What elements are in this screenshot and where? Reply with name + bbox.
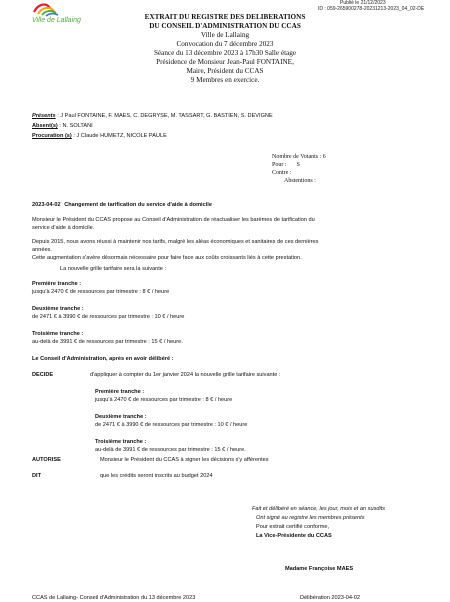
votes-block <box>272 153 326 185</box>
footer-right: Délibération 2023-04-02 <box>300 595 361 601</box>
presents-label: Présents <box>32 113 56 119</box>
tranche-2-label: Deuxième tranche : <box>32 306 84 312</box>
stamp-line-1: Publié le 21/12/2023 <box>340 0 386 6</box>
header-membres: 9 Membres en exercice. <box>190 76 260 84</box>
deliberation-title: Changement de tarification du service d'aide à domicile <box>64 202 212 208</box>
signer-name: Madame Françoise MAES <box>285 566 354 572</box>
presents-line <box>32 113 273 120</box>
absents-label: Absent(s) <box>32 123 58 129</box>
header-seance: Séance du 13 décembre 2023 à 17h30 Salle étage <box>153 49 297 57</box>
closing-line-3: Pour extrait certifié conforme, <box>256 524 330 530</box>
decide-tranche-2-value: de 2471 € à 3990 € de ressources par trimestre : 10 € / heure <box>95 422 248 428</box>
header-presidence: Présidence de Monsieur Jean-Paul FONTAINE, <box>156 58 294 66</box>
tranche-3-value: au-delà de 3991 € de ressources par trimestre : 15 € / heure. <box>32 339 183 345</box>
tranche-3-label: Troisième tranche : <box>32 331 84 337</box>
procuration-line <box>32 133 167 140</box>
abstentions: Abstentions : <box>284 178 316 184</box>
absents-value: : N. SOLTANI <box>57 123 93 129</box>
autorise-label: AUTORISE <box>32 457 61 463</box>
procuration-value: : J Claude HUMETZ, NICOLE PAULE <box>71 133 167 139</box>
paragraph-3: Cette augmentation s'avère désormais nécessaire pour faire face aux coûts croissants liés à cette prestation. <box>32 255 302 261</box>
header-title-2: DU CONSEIL D'ADMINISTRATION DU CCAS <box>149 22 301 30</box>
decide-tranche-1-value: jusqu'à 2470 € de ressources par trimestre : 8 € / heure <box>95 397 233 403</box>
stamp-line-2: ID : 059-265900278-20231213-2023_04_02-DE <box>318 6 425 12</box>
grid-intro: La nouvelle grille tarifaire sera la suivante : <box>60 266 167 272</box>
autorise-text: Monsieur le Président du CCAS à signer les décisions s'y afférentes <box>100 457 269 463</box>
closing-line-1: Fait et délibéré en séance, les jour, mois et an susdits <box>252 506 386 512</box>
decide-text: d'appliquer à compter du 1er janvier 2024 la nouvelle grille tarifaire suivante : <box>90 372 281 378</box>
decide-tranche-1-label: Première tranche : <box>95 389 145 395</box>
procuration-label: Procuration (s) <box>32 133 72 139</box>
deliberation-number: 2023-04-02 <box>32 202 61 208</box>
paragraph-1b: service d'aide à domicile. <box>32 225 95 231</box>
tranche-1-label: Première tranche : <box>32 281 82 287</box>
closing-line-4: La Vice-Présidente du CCAS <box>256 533 332 539</box>
header-convocation: Convocation du 7 décembre 2023 <box>176 40 274 48</box>
decide-tranche-2-label: Deuxième tranche : <box>95 414 147 420</box>
after-deliberation: Le Conseil d'Administration, après en avoir délibéré : <box>32 356 174 362</box>
votants: Nombre de Votants : 6 <box>272 154 326 160</box>
decide-tranche-3-value: au-delà de 3991 € de ressources par trimestre : 15 € / heure. <box>95 447 246 453</box>
publication-stamp <box>318 0 425 12</box>
dit-text: que les crédits seront inscrits au budget 2024 <box>100 473 213 479</box>
paragraph-1a: Monsieur le Président du CCAS propose au Conseil d'Administration de réactualiser les barèmes de tarification du <box>32 217 315 223</box>
deliberation-title-line <box>32 202 212 209</box>
logo-text: Ville de Lallaing <box>32 17 81 24</box>
decide-tranche-3-label: Troisième tranche : <box>95 439 147 445</box>
absents-line <box>32 123 93 130</box>
header-city: Ville de Lallaing <box>200 31 250 39</box>
decide-label: DECIDE <box>32 372 54 378</box>
paragraph-2a: Depuis 2015, nous avons réussi à maintenir nos tarifs, malgré les aléas économiques et sanitaires de ces dernières <box>32 239 319 245</box>
contre: Contre : <box>272 170 292 176</box>
pour-label: Pour : <box>272 162 287 168</box>
header-title-1: EXTRAIT DU REGISTRE DES DELIBERATIONS <box>144 13 306 21</box>
presents-value: : J Paul FONTAINE, F. MAES, C. DEGRYSE, M. TASSART, G. BASTIEN, S. DEVIGNE <box>55 113 273 119</box>
footer-left: CCAS de Lallaing- Conseil d'Administration du 13 décembre 2023 <box>32 595 196 601</box>
tranche-2-value: de 2471 € à 3990 € de ressources par trimestre : 10 € / heure <box>32 314 185 320</box>
dit-label: DIT <box>32 473 42 479</box>
pour-line <box>272 161 326 169</box>
header-maire: Maire, Président du CCAS <box>186 67 264 75</box>
paragraph-2b: années. <box>32 247 52 253</box>
tranche-1-value: jusqu'à 2470 € de ressources par trimestre : 8 € / heure <box>32 289 170 295</box>
closing-line-2: Ont signé au registre les membres présents <box>256 515 365 521</box>
pour-value: S <box>296 162 300 168</box>
